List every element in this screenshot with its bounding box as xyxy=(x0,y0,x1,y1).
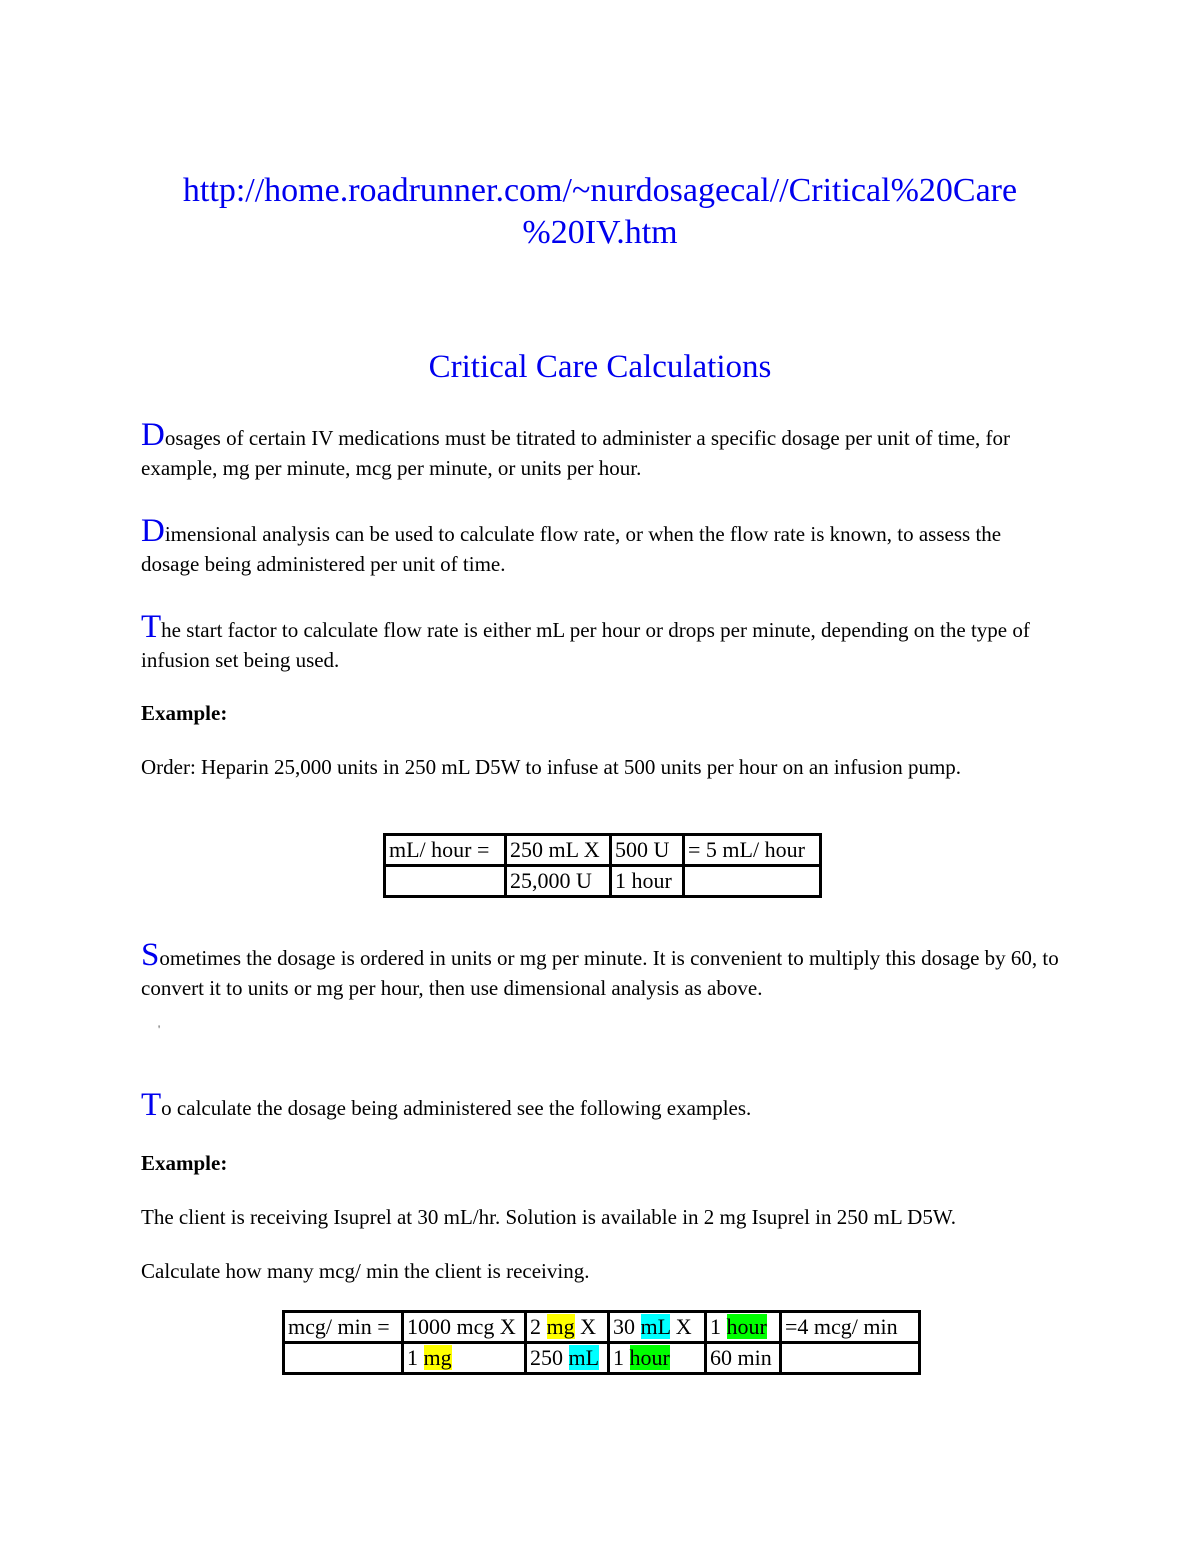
paragraph-text: ometimes the dosage is ordered in units or mg per minute. It is convenient to multiply this dosage by 60, to convert it to units or mg per hour, then use dimensional analysis as above. xyxy=(141,946,1059,1000)
table-row xyxy=(385,866,821,897)
table-cell xyxy=(526,1343,609,1374)
table-cell xyxy=(403,1343,526,1374)
table-cell: 500 U xyxy=(611,835,684,866)
source-url-line1[interactable]: http://home.roadrunner.com/~nurdosagecal//Critical%20Care xyxy=(182,172,1018,209)
table-cell xyxy=(609,1343,706,1374)
highlight-ml: mL xyxy=(568,1345,600,1370)
cell-number: 30 xyxy=(613,1314,641,1339)
table-cell: 1000 mcg X xyxy=(403,1312,526,1343)
example1-order: Order: Heparin 25,000 units in 250 mL D5W to infuse at 500 units per hour on an infusion pump. xyxy=(141,755,962,779)
table-cell xyxy=(284,1343,403,1374)
table-cell xyxy=(781,1343,920,1374)
table-cell: mL/ hour = xyxy=(385,835,506,866)
table-row xyxy=(284,1343,920,1374)
drop-cap: T xyxy=(141,609,162,645)
paragraph-dimensional-analysis xyxy=(141,513,1061,579)
cell-number: 1 xyxy=(613,1345,630,1370)
paragraph-sometimes xyxy=(141,937,1061,1003)
stray-mark: ' xyxy=(158,1022,161,1036)
table-cell: mcg/ min = xyxy=(284,1312,403,1343)
highlight-hour: hour xyxy=(726,1314,767,1339)
drop-cap: S xyxy=(141,937,160,973)
table-cell xyxy=(609,1312,706,1343)
paragraph-text: osages of certain IV medications must be titrated to administer a specific dosage per unit of time, for example, mg per minute, mcg per minute, or units per hour. xyxy=(141,426,1011,480)
cell-number: 1 xyxy=(710,1314,727,1339)
highlight-ml: mL xyxy=(640,1314,671,1339)
page-title: Critical Care Calculations xyxy=(428,349,772,385)
table-cell xyxy=(684,866,821,897)
example2-line1: The client is receiving Isuprel at 30 mL/hr. Solution is available in 2 mg Isuprel in 250 mL D5W. xyxy=(141,1205,956,1229)
paragraph-start-factor xyxy=(141,609,1061,675)
table-row xyxy=(284,1312,920,1343)
table-cell: = 5 mL/ hour xyxy=(684,835,821,866)
table-row xyxy=(385,835,821,866)
highlight-hour: hour xyxy=(629,1345,670,1370)
paragraph-text: he start factor to calculate flow rate is either mL per hour or drops per minute, depending on the type of infusion set being used. xyxy=(141,618,1030,672)
table-cell: 1 hour xyxy=(611,866,684,897)
example2-label: Example: xyxy=(141,1151,228,1175)
cell-operator: X xyxy=(574,1314,597,1339)
table-cell: 25,000 U xyxy=(506,866,611,897)
table-cell: =4 mcg/ min xyxy=(781,1312,920,1343)
example1-label: Example: xyxy=(141,701,228,725)
drop-cap: T xyxy=(141,1087,162,1123)
drop-cap: D xyxy=(141,417,165,453)
cell-number: 1 xyxy=(407,1345,424,1370)
example2-line2: Calculate how many mcg/ min the client is receiving. xyxy=(141,1259,590,1283)
isuprel-calculation-table xyxy=(282,1310,921,1375)
paragraph-to-calculate xyxy=(141,1087,1061,1123)
paragraph-text: o calculate the dosage being administered see the following examples. xyxy=(161,1096,752,1120)
table-cell: 60 min xyxy=(706,1343,781,1374)
highlight-mg: mg xyxy=(423,1345,452,1370)
paragraph-text: imensional analysis can be used to calculate flow rate, or when the flow rate is known, to assess the dosage being administered per unit of time. xyxy=(141,522,1002,576)
drop-cap: D xyxy=(141,513,165,549)
source-url-line2[interactable]: %20IV.htm xyxy=(522,214,678,251)
cell-number: 2 xyxy=(530,1314,547,1339)
source-url[interactable] xyxy=(140,170,1060,254)
cell-operator: X xyxy=(670,1314,692,1339)
heparin-calculation-table xyxy=(383,833,822,898)
highlight-mg: mg xyxy=(546,1314,575,1339)
table-cell xyxy=(526,1312,609,1343)
cell-number: 250 xyxy=(530,1345,569,1370)
table-cell xyxy=(706,1312,781,1343)
paragraph-dosages xyxy=(141,417,1061,483)
table-cell: 250 mL X xyxy=(506,835,611,866)
table-cell xyxy=(385,866,506,897)
